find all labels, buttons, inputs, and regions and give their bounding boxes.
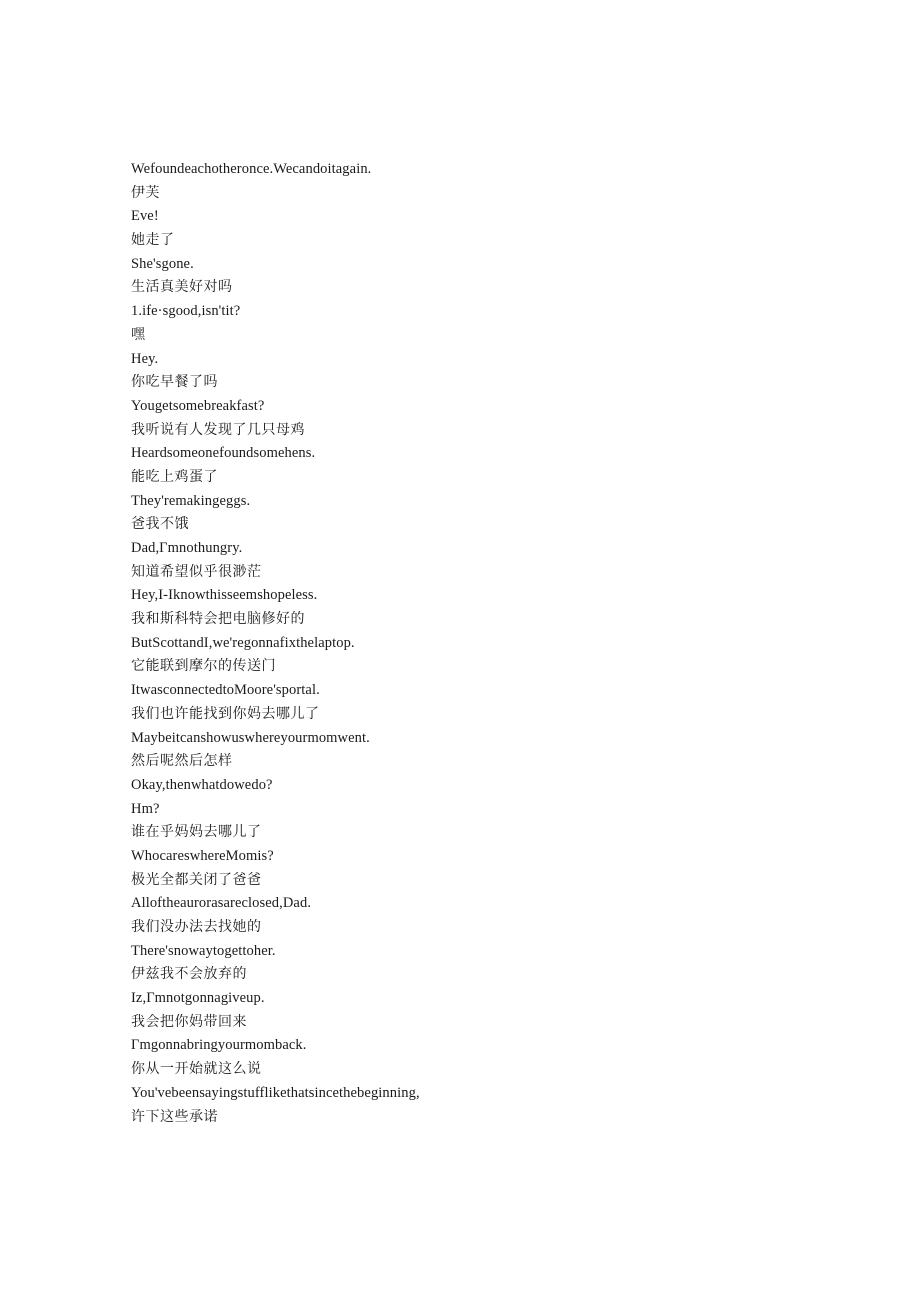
subtitle-line-chinese: 爸我不饿 (131, 516, 189, 533)
subtitle-line-english: Heardsomeonefoundsomehens. (131, 445, 316, 462)
subtitle-line-chinese: 你吃早餐了吗 (131, 374, 218, 391)
subtitle-line-english: Γmgonnabringyourmomback. (131, 1037, 307, 1054)
subtitle-line-english: You'vebeensayingstufflikethatsincethebeginning, (131, 1084, 420, 1101)
subtitle-line-chinese: 极光全都关闭了爸爸 (131, 871, 262, 888)
subtitle-line-chinese: 许下这些承诺 (131, 1108, 218, 1125)
subtitle-line-english: Hm? (131, 800, 160, 817)
subtitle-line-english: Dad,Γmnothungry. (131, 540, 243, 556)
subtitle-line-chinese: 嘿 (131, 326, 146, 343)
subtitle-line-english: Wefoundeachotheronce.Wecandoitagain. (131, 161, 372, 177)
subtitle-line-chinese: 它能联到摩尔的传送门 (131, 658, 276, 675)
subtitle-line-chinese: 谁在乎妈妈去哪儿了 (131, 824, 262, 841)
subtitle-line-english: Hey. (131, 350, 159, 367)
subtitle-line-chinese: 伊兹我不会放弃的 (131, 966, 247, 983)
subtitle-line-english: Alloftheaurorasareclosed,Dad. (131, 895, 312, 912)
subtitle-line-chinese: 我会把你妈带回来 (131, 1013, 247, 1030)
subtitle-transcript (131, 158, 831, 1129)
subtitle-line-english: Yougetsomebreakfast? (131, 397, 265, 414)
subtitle-line-english: Maybeitcanshowuswhereyourmomwent. (131, 729, 370, 746)
subtitle-line-chinese: 能吃上鸡蛋了 (131, 468, 218, 485)
subtitle-line-chinese: 我听说有人发现了几只母鸡 (131, 421, 305, 438)
subtitle-line-chinese: 她走了 (131, 232, 175, 249)
subtitle-line-chinese: 然后呢然后怎样 (131, 753, 233, 770)
subtitle-line-english: They'remakingeggs. (131, 492, 251, 509)
subtitle-line-chinese: 伊芙 (131, 184, 160, 201)
subtitle-line-chinese: 你从一开始就这么说 (131, 1061, 262, 1078)
subtitle-line-chinese: 我和斯科特会把电脑修好的 (131, 611, 305, 628)
subtitle-line-chinese: 生活真美好对吗 (131, 279, 233, 296)
subtitle-line-chinese: 我们也许能找到你妈去哪儿了 (131, 705, 320, 722)
subtitle-line-english: She'sgone. (131, 255, 194, 272)
subtitle-line-english: Iz,Γmnotgonnagiveup. (131, 990, 265, 1007)
subtitle-line-english: WhocareswhereMomis? (131, 847, 274, 864)
subtitle-line-chinese: 知道希望似乎很渺茫 (131, 563, 262, 580)
subtitle-line-chinese: 我们没办法去找她的 (131, 919, 262, 935)
subtitle-line-english: ButScottandI,we'regonnafixthelaptop. (131, 634, 355, 651)
subtitle-line-english: There'snowaytogettoher. (131, 942, 276, 959)
subtitle-line-english: Eve! (131, 208, 159, 225)
subtitle-line-english: 1.ife·sgood,isn'tit? (131, 303, 241, 320)
subtitle-line-english: Okay,thenwhatdowedo? (131, 776, 273, 793)
subtitle-line-english: ItwasconnectedtoMoore'sportal. (131, 682, 320, 699)
subtitle-line-english: Hey,I-Iknowthisseemshopeless. (131, 587, 318, 604)
